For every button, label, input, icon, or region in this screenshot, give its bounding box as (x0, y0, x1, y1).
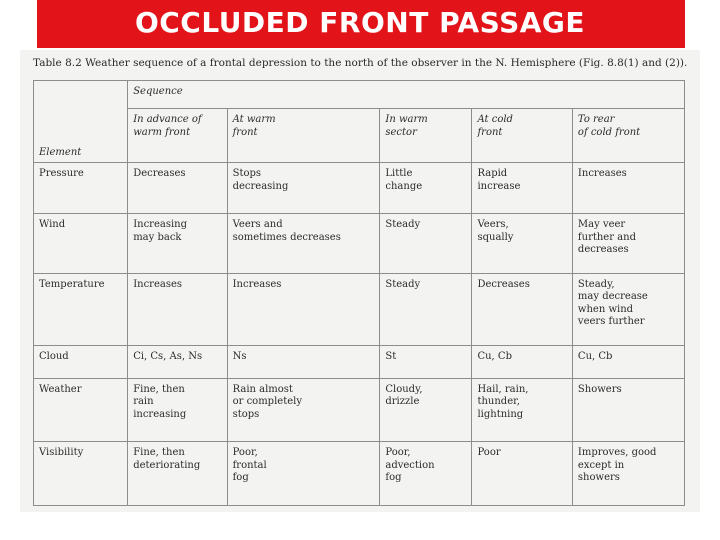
table-row (34, 273, 685, 345)
table-row (34, 345, 685, 378)
row-element-label: Visibility (34, 442, 128, 506)
table-cell: Increases (128, 273, 227, 345)
slide-title: OCCLUDED FRONT PASSAGE (134, 6, 586, 39)
table-cell: Cu, Cb (472, 345, 572, 378)
column-header: In advance of warm front (128, 109, 227, 163)
table-cell: Decreases (128, 163, 227, 214)
table-cell: Ci, Cs, As, Ns (128, 345, 227, 378)
table-cell: Cu, Cb (572, 345, 684, 378)
table-cell: Veers and sometimes decreases (227, 214, 380, 274)
table-cell: Improves, good except in showers (572, 442, 684, 506)
column-header: To rear of cold front (572, 109, 684, 163)
table-cell: Little change (380, 163, 472, 214)
table-cell: Poor, frontal fog (227, 442, 380, 506)
table-cell: Rain almost or completely stops (227, 378, 380, 442)
table-row (34, 163, 685, 214)
table-cell: Rapid increase (472, 163, 572, 214)
table-caption: Table 8.2 Weather sequence of a frontal depression to the north of the observer in the N. Hemisphere (Fig. 8.8(1) and (2)). (33, 57, 688, 69)
table-cell: Cloudy, drizzle (380, 378, 472, 442)
weather-sequence-table (33, 80, 685, 506)
table-cell: Steady (380, 273, 472, 345)
table-row (34, 378, 685, 442)
table-cell: Increases (227, 273, 380, 345)
table-cell: Showers (572, 378, 684, 442)
table-cell: Fine, then deteriorating (128, 442, 227, 506)
column-header: At warm front (227, 109, 380, 163)
table-cell: Fine, then rain increasing (128, 378, 227, 442)
table-cell: Ns (227, 345, 380, 378)
table-cell: Poor, advection fog (380, 442, 472, 506)
row-element-label: Weather (34, 378, 128, 442)
table-cell: St (380, 345, 472, 378)
table-cell: Steady (380, 214, 472, 274)
table-cell: Steady, may decrease when wind veers further (572, 273, 684, 345)
row-element-label: Pressure (34, 163, 128, 214)
header-corner (34, 81, 128, 109)
element-header: Element (34, 109, 128, 163)
table-cell: Decreases (472, 273, 572, 345)
table-cell: May veer further and decreases (572, 214, 684, 274)
table-cell: Stops decreasing (227, 163, 380, 214)
column-header: At cold front (472, 109, 572, 163)
sequence-header: Sequence (128, 81, 685, 109)
table-cell: Veers, squally (472, 214, 572, 274)
table-cell: Poor (472, 442, 572, 506)
table-row (34, 214, 685, 274)
row-element-label: Cloud (34, 345, 128, 378)
table-row (34, 442, 685, 506)
table-cell: Hail, rain, thunder, lightning (472, 378, 572, 442)
column-header: In warm sector (380, 109, 472, 163)
row-element-label: Wind (34, 214, 128, 274)
row-element-label: Temperature (34, 273, 128, 345)
table-cell: Increases (572, 163, 684, 214)
table-cell: Increasing may back (128, 214, 227, 274)
